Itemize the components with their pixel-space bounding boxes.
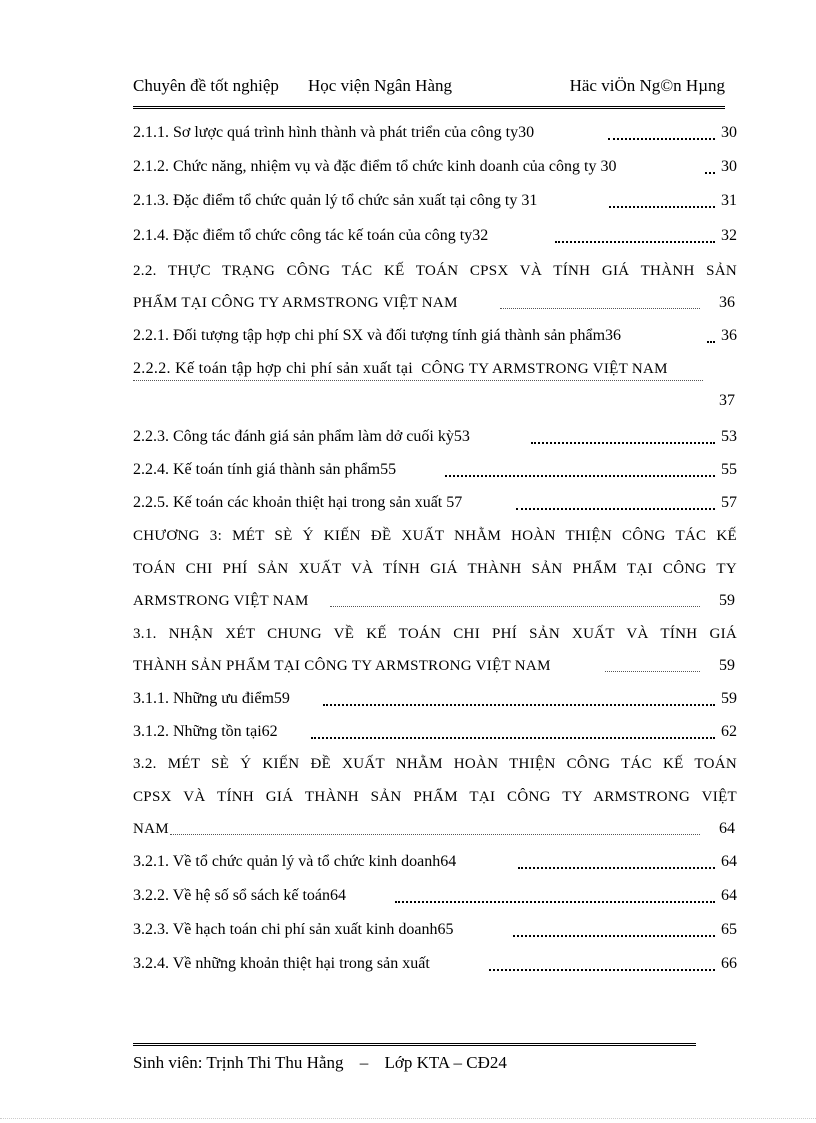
toc-entry-title: 2.2.5. Kế toán các khoản thiệt hại trong sản xuất 57	[133, 494, 463, 511]
toc-entry-title: 2.1.1. Sơ lược quá trình hình thành và phát triển của công ty30	[133, 124, 535, 141]
toc-entry-page: 64	[721, 887, 737, 904]
toc-entry-page: 53	[721, 428, 737, 445]
toc-section-3-2-line3: NAM	[133, 821, 169, 837]
toc-section-3-1-line1: 3.1. NHẬN XÉT CHUNG VỀ KẾ TOÁN CHI PHÍ SẢN XUẤT VÀ TÍNH GIÁ	[133, 626, 737, 642]
toc-entry-3-2-2	[133, 884, 737, 908]
toc-entry-title: 3.2.4. Về những khoản thiệt hại trong sản xuất	[133, 955, 430, 972]
toc-section-3-2-line2: CPSX VÀ TÍNH GIÁ THÀNH SẢN PHẨM TẠI CÔNG TY ARMSTRONG VIỆT	[133, 789, 737, 805]
toc-entry-title: 2.1.3. Đặc điểm tổ chức quản lý tổ chức sản xuất tại công ty 31	[133, 192, 538, 209]
toc-entry-page: 57	[721, 494, 737, 511]
header-document-type: Chuyên đề tốt nghiệp	[133, 76, 279, 95]
toc-entry-2-1-4	[133, 224, 737, 248]
dot-leader	[605, 671, 700, 672]
toc-entry-3-2-3	[133, 918, 737, 942]
running-header	[133, 76, 725, 102]
toc-entry-2-2-2	[133, 357, 737, 381]
dot-leader	[608, 138, 715, 140]
footer-student: Sinh viên: Trịnh Thi Thu Hằng	[133, 1053, 344, 1072]
header-institution-legacy-font: Häc viÖn Ng©n Hµng	[569, 76, 725, 95]
toc-entry-page: 65	[721, 921, 737, 938]
toc-entry-page: 64	[721, 853, 737, 870]
toc-entry-title: 2.2.3. Công tác đánh giá sản phẩm làm dở cuối kỳ53	[133, 428, 470, 445]
footer-separator: –	[359, 1053, 369, 1072]
toc-entry-page: 31	[721, 192, 737, 209]
toc-section-3-2-page: 64	[719, 820, 735, 837]
dot-leader	[705, 172, 715, 174]
toc-entry-page: 30	[721, 124, 737, 141]
toc-entry-title: 3.2.2. Về hệ số sổ sách kế toán64	[133, 887, 346, 904]
toc-entry-2-2-3	[133, 425, 737, 449]
footer-class: Lớp KTA – CĐ24	[384, 1053, 507, 1072]
dot-leader	[395, 901, 715, 903]
dot-leader	[330, 606, 700, 607]
dot-leader	[531, 442, 715, 444]
dot-leader	[500, 308, 700, 309]
toc-entry-page: 66	[721, 955, 737, 972]
dot-leader	[609, 206, 715, 208]
toc-entry-page: 62	[721, 723, 737, 740]
footer-rule	[133, 1043, 696, 1046]
header-institution: Học viện Ngân Hàng	[308, 76, 452, 95]
page-edge-dots	[0, 1118, 816, 1119]
toc-entry-title: 2.1.4. Đặc điểm tổ chức công tác kế toán của công ty32	[133, 227, 489, 244]
toc-section-3-2-line1: 3.2. MÉT SÈ Ý KIẾN ĐỀ XUẤT NHẰM HOÀN THIỆN CÔNG TÁC KẾ TOÁN	[133, 756, 737, 772]
toc-section-2-2-line1: 2.2. THỰC TRẠNG CÔNG TÁC KẾ TOÁN CPSX VÀ TÍNH GIÁ THÀNH SẢN	[133, 263, 737, 279]
toc-chapter-3-page: 59	[719, 592, 735, 609]
toc-entry-2-2-2-page: 37	[719, 392, 735, 409]
toc-entry-2-1-3	[133, 189, 737, 213]
toc-chapter-3-line1: CHƯƠNG 3: MÉT SÈ Ý KIẾN ĐỀ XUẤT NHẰM HOÀN THIỆN CÔNG TÁC KẾ	[133, 528, 737, 544]
dot-leader	[707, 341, 715, 343]
dot-leader	[513, 935, 715, 937]
toc-entry-3-2-1	[133, 850, 737, 874]
dot-leader	[445, 475, 715, 477]
toc-entry-3-2-4	[133, 952, 737, 976]
toc-section-2-2-page: 36	[719, 294, 735, 311]
toc-entry-3-1-1	[133, 687, 737, 711]
dot-leader	[489, 969, 715, 971]
toc-chapter-3-line2: TOÁN CHI PHÍ SẢN XUẤT VÀ TÍNH GIÁ THÀNH SẢN PHẨM TẠI CÔNG TY	[133, 561, 737, 577]
toc-entry-title: 3.1.1. Những ưu điểm59	[133, 690, 290, 707]
toc-entry-2-2-1	[133, 324, 737, 348]
dot-leader	[323, 704, 715, 706]
toc-entry-2-1-1	[133, 121, 737, 145]
toc-entry-2-2-5	[133, 491, 737, 515]
toc-entry-title: 3.2.3. Về hạch toán chi phí sản xuất kinh doanh65	[133, 921, 454, 938]
toc-entry-title: 2.1.2. Chức năng, nhiệm vụ và đặc điểm tổ chức kinh doanh của công ty 30	[133, 158, 617, 175]
toc-entry-2-2-4	[133, 458, 737, 482]
toc-entry-page: 32	[721, 227, 737, 244]
toc-section-3-1-line2: THÀNH SẢN PHẨM TẠI CÔNG TY ARMSTRONG VIỆT NAM	[133, 658, 551, 674]
toc-chapter-3-line3: ARMSTRONG VIỆT NAM	[133, 593, 309, 609]
toc-entry-page: 59	[721, 690, 737, 707]
toc-entry-title: 3.1.2. Những tồn tại62	[133, 723, 278, 740]
dot-leader	[555, 241, 715, 243]
toc-entry-3-1-2	[133, 720, 737, 744]
dot-leader	[170, 834, 700, 835]
dot-leader	[133, 380, 703, 381]
header-rule	[133, 106, 725, 109]
dot-leader	[518, 867, 715, 869]
toc-section-3-1-page: 59	[719, 657, 735, 674]
dot-leader	[516, 508, 715, 510]
toc-entry-title: 2.2.1. Đối tượng tập hợp chi phí SX và đối tượng tính giá thành sản phẩm36	[133, 327, 622, 344]
toc-entry-2-1-2	[133, 155, 737, 179]
toc-section-2-2-line2: PHẨM TẠI CÔNG TY ARMSTRONG VIỆT NAM	[133, 295, 458, 311]
toc-entry-page: 36	[721, 327, 737, 344]
toc-entry-title: 2.2.2. Kế toán tập hợp chi phí sản xuất tại	[133, 360, 413, 377]
dot-leader	[311, 737, 715, 739]
toc-entry-title: 3.2.1. Về tổ chức quản lý và tổ chức kinh doanh64	[133, 853, 457, 870]
toc-entry-title: 2.2.4. Kế toán tính giá thành sản phẩm55	[133, 461, 397, 478]
toc-entry-page: 55	[721, 461, 737, 478]
running-footer	[133, 1051, 519, 1075]
toc-entry-page: 30	[721, 158, 737, 175]
toc-entry-title-caps: CÔNG TY ARMSTRONG VIỆT NAM	[421, 361, 668, 377]
